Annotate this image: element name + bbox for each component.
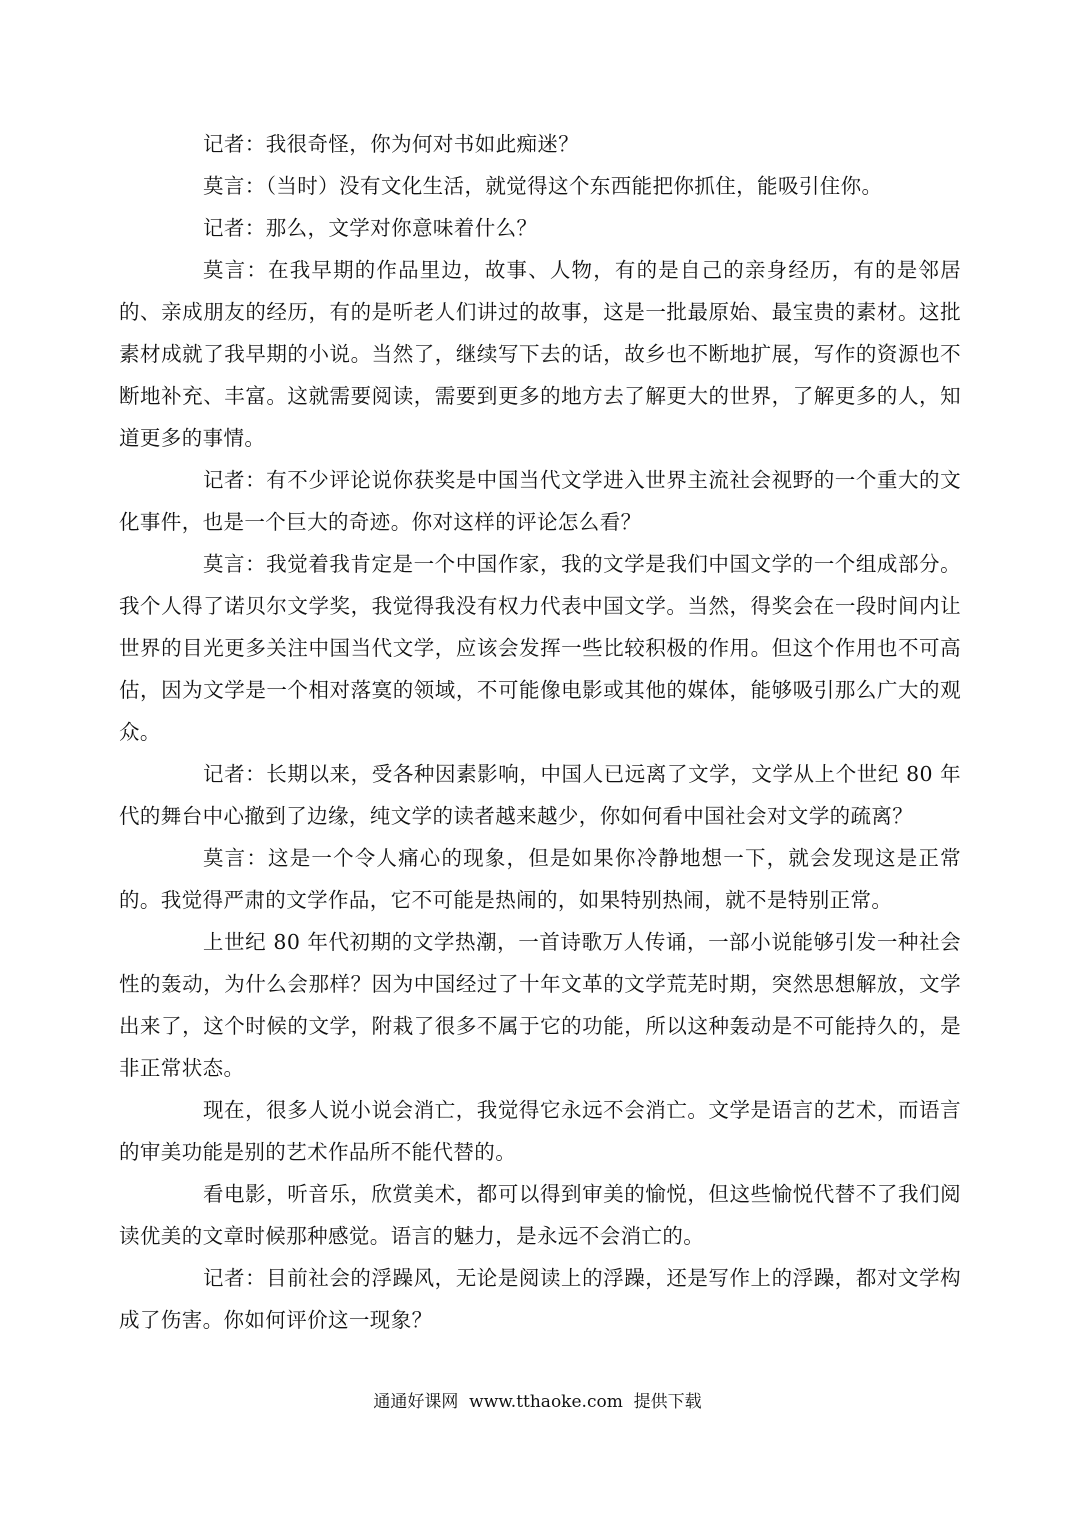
paragraph-6: 莫言：我觉着我肯定是一个中国作家，我的文学是我们中国文学的一个组成部分。我个人得了诺贝尔文学奖，我觉得我没有权力代表中国文学。当然，得奖会在一段时间内让世界的目光更多关注中国当代文学，应该会发挥一些比较积极的作用。但这个作用也不可高估，因为文学是一个相对落寞的领域，不可能像电影或其他的媒体，能够吸引那么广大的观众。	[119, 552, 961, 744]
footer-suffix: 提供下载	[633, 1392, 702, 1412]
paragraph-2: 莫言：（当时）没有文化生活，就觉得这个东西能把你抓住，能吸引住你。	[203, 174, 883, 198]
footer-url[interactable]: www.tthaoke.com	[469, 1392, 623, 1412]
paragraph-8: 莫言：这是一个令人痛心的现象，但是如果你冷静地想一下，就会发现这是正常的。我觉得严肃的文学作品，它不可能是热闹的，如果特别热闹，就不是特别正常。	[119, 846, 961, 912]
footer-site-name: 通通好课网	[373, 1392, 459, 1412]
paragraph-10: 现在，很多人说小说会消亡，我觉得它永远不会消亡。文学是语言的艺术，而语言的审美功能是别的艺术作品所不能代替的。	[119, 1098, 961, 1164]
paragraph-4: 莫言：在我早期的作品里边，故事、人物，有的是自己的亲身经历，有的是邻居的、亲成朋友的经历，有的是听老人们讲过的故事，这是一批最原始、最宝贵的素材。这批素材成就了我早期的小说。当然了，继续写下去的话，故乡也不断地扩展，写作的资源也不断地补充、丰富。这就需要阅读，需要到更多的地方去了解更大的世界，了解更多的人，知道更多的事情。	[119, 258, 961, 450]
page-footer	[0, 1390, 1075, 1414]
paragraph-12: 记者：目前社会的浮躁风，无论是阅读上的浮躁，还是写作上的浮躁，都对文学构成了伤害。你如何评价这一现象？	[119, 1266, 961, 1332]
paragraph-3: 记者：那么，文学对你意味着什么？	[203, 216, 538, 240]
paragraph-5: 记者：有不少评论说你获奖是中国当代文学进入世界主流社会视野的一个重大的文化事件，也是一个巨大的奇迹。你对这样的评论怎么看？	[119, 468, 961, 534]
paragraph-11: 看电影，听音乐，欣赏美术，都可以得到审美的愉悦，但这些愉悦代替不了我们阅读优美的文章时候那种感觉。语言的魅力，是永远不会消亡的。	[119, 1182, 961, 1248]
paragraph-9: 上世纪 80 年代初期的文学热潮，一首诗歌万人传诵，一部小说能够引发一种社会性的轰动，为什么会那样？因为中国经过了十年文革的文学荒芜时期，突然思想解放，文学出来了，这个时候的文学，附栽了很多不属于它的功能，所以这种轰动是不可能持久的，是非正常状态。	[119, 930, 961, 1080]
paragraph-7: 记者：长期以来，受各种因素影响，中国人已远离了文学，文学从上个世纪 80 年代的舞台中心撤到了边缘，纯文学的读者越来越少，你如何看中国社会对文学的疏离？	[119, 762, 961, 828]
paragraph-1: 记者：我很奇怪，你为何对书如此痴迷？	[203, 132, 580, 156]
article-body	[119, 123, 961, 1341]
